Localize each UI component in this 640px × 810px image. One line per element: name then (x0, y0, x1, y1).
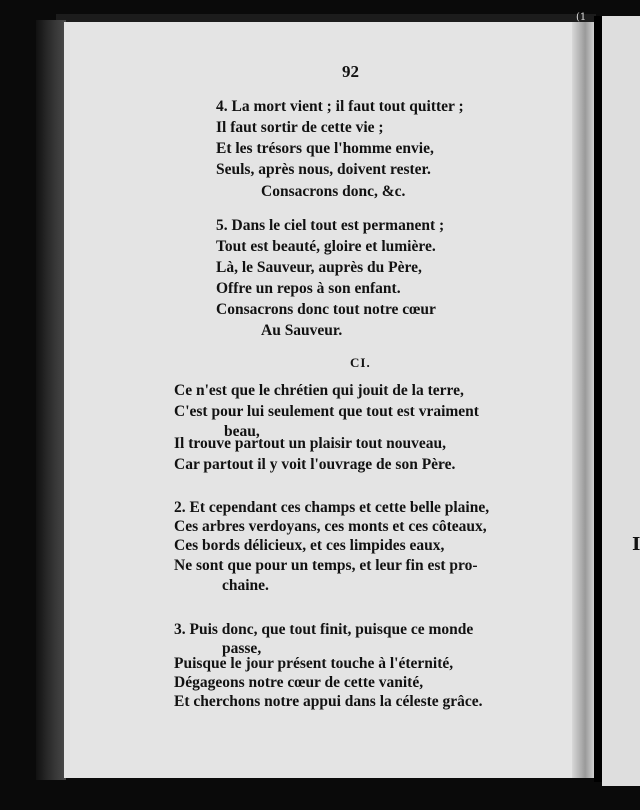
verse-line: C'est pour lui seulement que tout est vraiment (174, 403, 479, 420)
verse-line: Consacrons donc tout notre cœur (216, 301, 436, 318)
verse-line: Il faut sortir de cette vie ; (216, 119, 384, 136)
verse-line: Seuls, après nous, doivent rester. (216, 161, 431, 178)
verse-line: Car partout il y voit l'ouvrage de son Père. (174, 456, 456, 473)
section-heading: CI. (350, 355, 371, 370)
verse-line: passe, (222, 640, 262, 657)
verse-line: Il trouve partout un plaisir tout nouveau, (174, 435, 447, 452)
page-number: 92 (342, 62, 359, 81)
verse-refrain: Consacrons donc, &c. (261, 183, 406, 200)
verse-line: Offre un repos à son enfant. (216, 280, 401, 297)
verse-line: Et cherchons notre appui dans la céleste grâce. (174, 693, 483, 710)
verse-line: Ces bords délicieux, et ces limpides eaux, (174, 537, 445, 554)
verse-line: 2. Et cependant ces champs et cette belle plaine, (174, 499, 490, 516)
verse-line: Ne sont que pour un temps, et leur fin est pro- (174, 557, 478, 574)
verse-refrain: Au Sauveur. (261, 322, 343, 339)
verse-line: 4. La mort vient ; il faut tout quitter ; (216, 98, 464, 115)
corner-mark: (1 (576, 12, 587, 23)
verse-line: Ce n'est que le chrétien qui jouit de la terre, (174, 382, 464, 399)
verse-line: Et les trésors que l'homme envie, (216, 140, 434, 157)
verse-line: Dégageons notre cœur de cette vanité, (174, 674, 424, 691)
verse-line: 3. Puis donc, que tout finit, puisque ce monde (174, 621, 474, 638)
verse-line: Là, le Sauveur, auprès du Père, (216, 259, 422, 276)
verse-line: Ces arbres verdoyans, ces monts et ces côteaux, (174, 518, 487, 535)
verse-line: Tout est beauté, gloire et lumière. (216, 238, 436, 255)
verse-line: Puisque le jour présent touche à l'éternité, (174, 655, 454, 672)
verse-line: beau, (224, 423, 260, 440)
verse-line: chaine. (222, 577, 269, 594)
verse-line: 5. Dans le ciel tout est permanent ; (216, 217, 445, 234)
next-page-letter: I (632, 534, 640, 555)
